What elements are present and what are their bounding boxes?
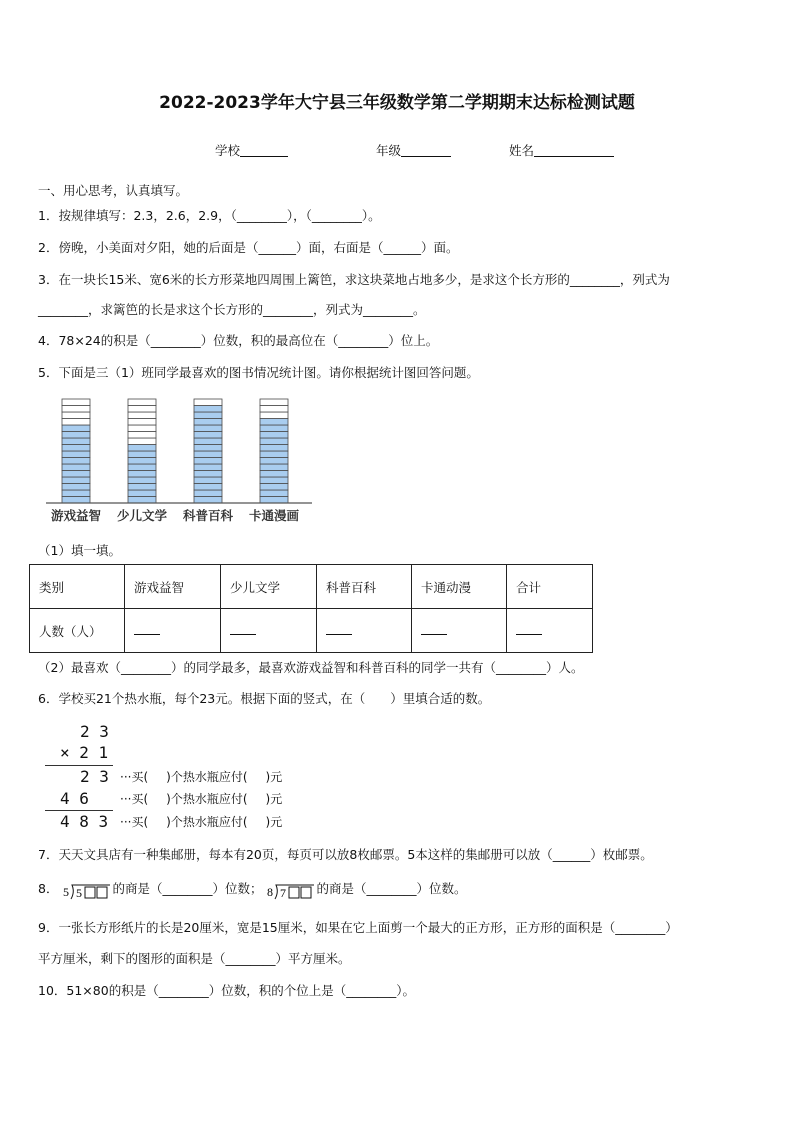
bar-cell-filled xyxy=(194,497,222,504)
question-4: 4．78×24的积是（________）位数，积的最高位在（________）位上。 xyxy=(38,333,439,348)
bar-cell-filled xyxy=(194,412,222,419)
table-row-label: 人数（人） xyxy=(30,609,125,653)
question-9-line-1: 9．一张长方形纸片的长是20厘米，宽是15厘米，如果在它上面剪一个最大的正方形，正方形的面积是（________） xyxy=(38,920,678,935)
page-title: 2022-2023学年大宁县三年级数学第二学期期末达标检测试题 xyxy=(159,93,635,113)
bar-cell-filled xyxy=(260,484,288,491)
bar-cell-filled xyxy=(260,490,288,497)
bar-cell-filled xyxy=(260,445,288,452)
digit-box[interactable] xyxy=(85,887,95,898)
name-label: 姓名 xyxy=(509,143,535,158)
dividend-digit-2: 7 xyxy=(280,885,287,900)
bar-cell-empty xyxy=(128,399,156,406)
bar-cell-filled xyxy=(128,464,156,471)
bar-cell-filled xyxy=(62,458,90,465)
bar-cell-filled xyxy=(128,451,156,458)
bar-cell-filled xyxy=(194,438,222,445)
bar-cell-empty xyxy=(128,406,156,413)
bar-cell-empty xyxy=(62,399,90,406)
school-label: 学校 xyxy=(215,143,241,158)
x-tick-label: 游戏益智 xyxy=(50,508,102,523)
bar-cell-filled xyxy=(194,432,222,439)
bar-cell-filled xyxy=(128,497,156,504)
bar-cell-empty xyxy=(260,406,288,413)
bar-cell-empty xyxy=(260,399,288,406)
bar-cell-filled xyxy=(128,471,156,478)
digit-box[interactable] xyxy=(97,887,107,898)
question-8: 8． 5 5 的商是（________）位数； 8 7 的商是（________）位数。 xyxy=(38,881,467,900)
digit-box[interactable] xyxy=(289,887,299,898)
name-field xyxy=(509,141,614,159)
bar-cell-filled xyxy=(194,445,222,452)
table-blank-cell[interactable] xyxy=(221,609,317,653)
question-3-line-1: 3．在一块长15米、宽6米的长方形菜地四周围上篱笆，求这块菜地占地多少，是求这个长方形的________，列式为 xyxy=(38,272,670,287)
bar-cell-filled xyxy=(62,490,90,497)
question-6: 6．学校买21个热水瓶，每个23元。根据下面的竖式，在（ ）里填合适的数。 xyxy=(38,691,491,706)
school-field xyxy=(215,141,288,159)
question-1: 1．按规律填写：2.3，2.6，2.9，（________），（________）。 xyxy=(38,208,381,223)
bar-cell-filled xyxy=(260,419,288,426)
name-blank[interactable] xyxy=(534,143,614,157)
question-5-part-1: （1）填一填。 xyxy=(38,543,121,558)
bar-cell-filled xyxy=(62,477,90,484)
bar-cell-filled xyxy=(128,477,156,484)
bar-cell-filled xyxy=(260,438,288,445)
bar-cell-filled xyxy=(260,464,288,471)
x-tick-label: 科普百科 xyxy=(182,508,234,523)
bar-cell-empty xyxy=(62,419,90,426)
table-header-cell: 合计 xyxy=(507,565,593,609)
question-2: 2．傍晚，小美面对夕阳，她的后面是（______）面，右面是（______）面。 xyxy=(38,240,459,255)
bar-cell-filled xyxy=(260,451,288,458)
question-9-line-2: 平方厘米，剩下的图形的面积是（________）平方厘米。 xyxy=(38,951,351,966)
dividend-digit-1: 5 xyxy=(76,885,83,900)
bar-cell-filled xyxy=(194,406,222,413)
division-symbol-2 xyxy=(266,881,316,901)
bar-cell-filled xyxy=(260,432,288,439)
bar-cell-filled xyxy=(194,458,222,465)
digit-box[interactable] xyxy=(301,887,311,898)
bar-cell-empty xyxy=(194,399,222,406)
grade-blank[interactable] xyxy=(401,143,451,157)
divisor-2: 8 xyxy=(267,884,274,899)
bar-cell-filled xyxy=(128,445,156,452)
divisor-1: 5 xyxy=(63,884,70,899)
calc-line-1 xyxy=(45,765,113,766)
bar-cell-filled xyxy=(194,471,222,478)
question-5: 5．下面是三（1）班同学最喜欢的图书情况统计图。请你根据统计图回答问题。 xyxy=(38,365,479,380)
section-heading: 一、用心思考，认真填写。 xyxy=(38,183,189,198)
bar-cell-filled xyxy=(194,419,222,426)
bar-cell-filled xyxy=(62,445,90,452)
bar-cell-filled xyxy=(260,477,288,484)
grade-label: 年级 xyxy=(376,143,402,158)
bar-cell-filled xyxy=(260,425,288,432)
table-row xyxy=(30,609,593,653)
bar-cell-filled xyxy=(128,458,156,465)
bar-cell-filled xyxy=(194,490,222,497)
calc-multiplier: × 2 1 xyxy=(60,743,109,762)
bar-cell-filled xyxy=(62,438,90,445)
bar-cell-filled xyxy=(62,451,90,458)
bar-cell-filled xyxy=(62,497,90,504)
table-header-row xyxy=(30,565,593,609)
bar-cell-filled xyxy=(62,464,90,471)
bar-cell-empty xyxy=(260,412,288,419)
x-tick-label: 少儿文学 xyxy=(116,508,168,523)
calc-line-2 xyxy=(45,810,113,811)
bar-cell-filled xyxy=(62,432,90,439)
bar-cell-filled xyxy=(194,477,222,484)
table-header-cell: 类别 xyxy=(30,565,125,609)
stats-table xyxy=(29,564,593,653)
question-7: 7．天天文具店有一种集邮册，每本有20页，每页可以放8枚邮票。5本这样的集邮册可以放（______）枚邮票。 xyxy=(38,847,653,862)
bar-cell-empty xyxy=(128,438,156,445)
table-blank-cell[interactable] xyxy=(507,609,593,653)
bar-cell-filled xyxy=(62,471,90,478)
school-blank[interactable] xyxy=(240,143,288,157)
calc-row-2: 4 6 xyxy=(60,789,89,808)
bar-cell-filled xyxy=(194,464,222,471)
grade-field xyxy=(376,141,451,159)
question-10: 10．51×80的积是（________）位数，积的个位上是（________）。 xyxy=(38,983,415,998)
bar-cell-empty xyxy=(128,419,156,426)
table-header-cell: 卡通动漫 xyxy=(412,565,507,609)
calc-annotation-3: ···买( )个热水瓶应付( )元 xyxy=(120,815,283,829)
bar-cell-filled xyxy=(194,425,222,432)
calc-row-1: 2 3 xyxy=(80,767,109,786)
bar-cell-filled xyxy=(194,451,222,458)
bar-cell-filled xyxy=(260,458,288,465)
bar-cell-filled xyxy=(260,497,288,504)
bar-chart xyxy=(40,393,320,528)
division-symbol-1 xyxy=(62,881,112,901)
table-blank-cell[interactable] xyxy=(412,609,507,653)
bar-cell-empty xyxy=(62,412,90,419)
x-tick-label: 卡通漫画 xyxy=(248,508,300,523)
table-header-cell: 科普百科 xyxy=(317,565,412,609)
calc-multiplicand: 2 3 xyxy=(80,722,109,741)
bar-cell-filled xyxy=(194,484,222,491)
table-blank-cell[interactable] xyxy=(317,609,412,653)
bar-cell-filled xyxy=(260,471,288,478)
bar-cell-filled xyxy=(62,484,90,491)
bar-cell-filled xyxy=(128,490,156,497)
table-blank-cell[interactable] xyxy=(125,609,221,653)
calc-annotation-1: ···买( )个热水瓶应付( )元 xyxy=(120,770,283,784)
bar-cell-empty xyxy=(62,406,90,413)
bar-cell-empty xyxy=(128,425,156,432)
question-3-line-2: ________，求篱笆的长是求这个长方形的________，列式为________。 xyxy=(38,302,426,317)
calc-annotation-2: ···买( )个热水瓶应付( )元 xyxy=(120,792,283,806)
table-header-cell: 少儿文学 xyxy=(221,565,317,609)
bar-cell-filled xyxy=(128,484,156,491)
bar-cell-filled xyxy=(62,425,90,432)
bar-cell-empty xyxy=(128,412,156,419)
bar-cell-empty xyxy=(128,432,156,439)
calc-result: 4 8 3 xyxy=(60,812,109,831)
table-header-cell: 游戏益智 xyxy=(125,565,221,609)
question-5-part-2: （2）最喜欢（________）的同学最多，最喜欢游戏益智和科普百科的同学一共有（________）人。 xyxy=(38,660,584,675)
